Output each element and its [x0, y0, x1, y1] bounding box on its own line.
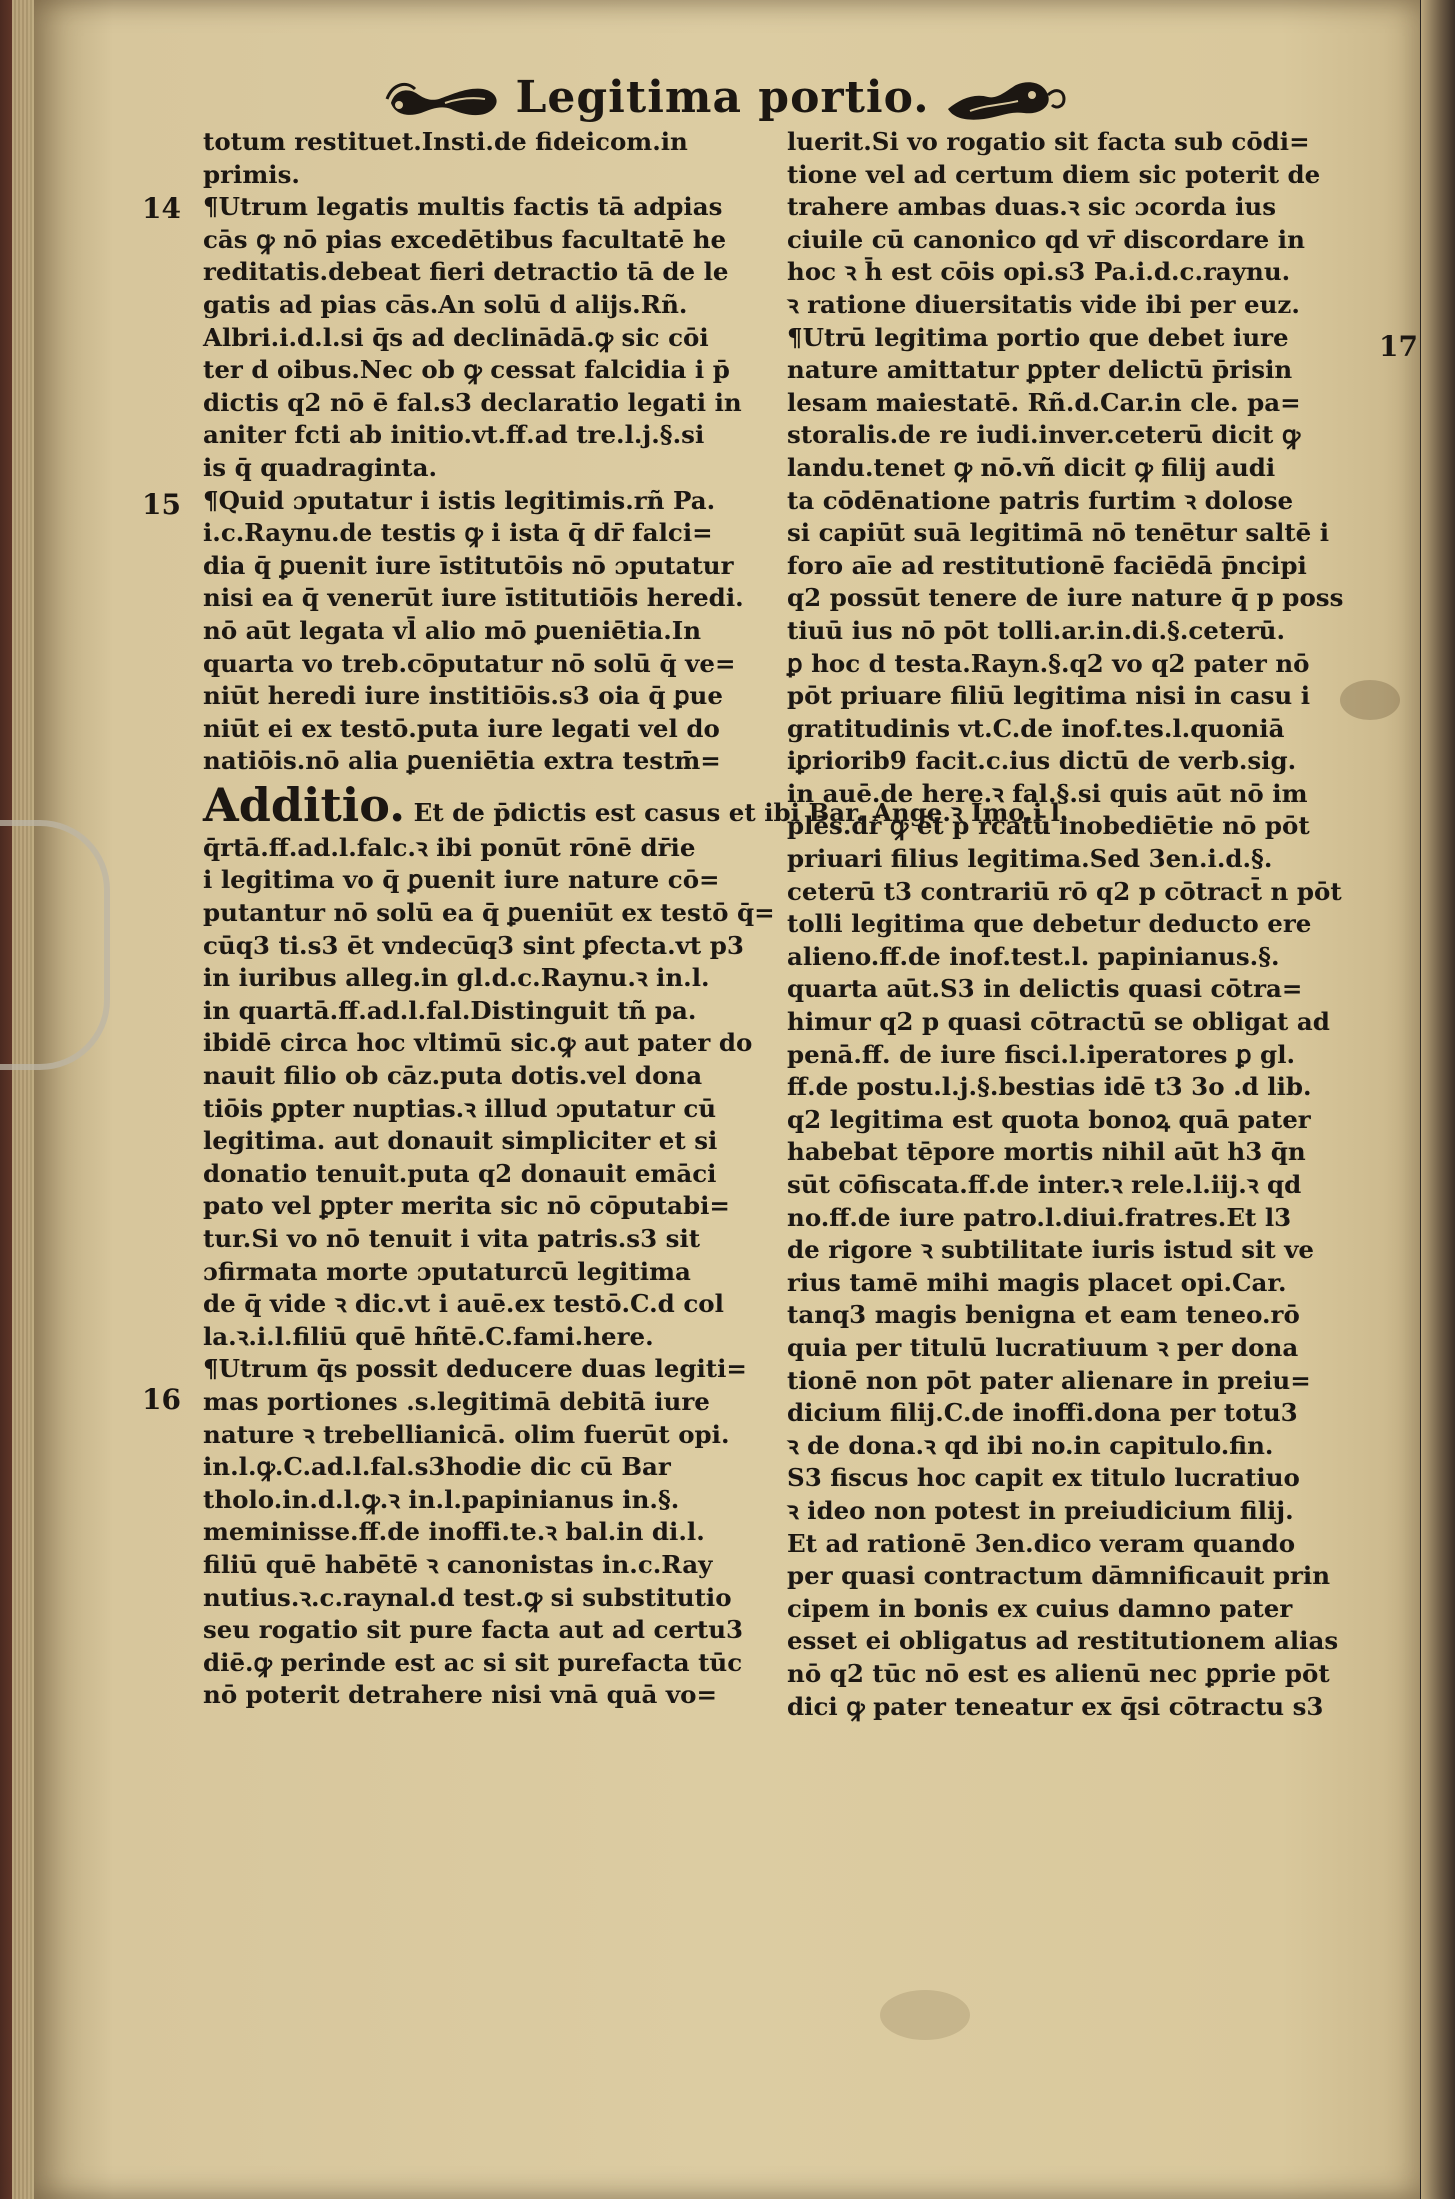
- text-line: dicium filij.C.de inoffi.dona per totu3: [787, 1398, 1298, 1428]
- text-line: legitima. aut donauit simpliciter et si: [203, 1126, 718, 1156]
- text-line: luerit.Si vo rogatio sit facta sub cōdi=: [787, 127, 1310, 156]
- text-line: dia q̄ ꝑuenit iure īstitutōis nō ɔputatur: [203, 550, 734, 580]
- text-line: storalis.de re iudi.inver.ceterū dicit ꝙ: [787, 420, 1301, 450]
- text-line: putantur nō solū ea q̄ ꝑueniūt ex testō q̄=: [203, 898, 775, 928]
- additio-heading: Additio.: [203, 777, 406, 832]
- text-line: ¶Utrum q̄s possit deducere duas legiti=: [203, 1354, 747, 1384]
- text-line: i legitima vo q̄ ꝑuenit iure nature cō=: [203, 865, 720, 895]
- text-line: tolli legitima que debetur deducto ere: [787, 909, 1312, 939]
- text-line: cās ꝙ nō pias excedētibus facultatē he: [203, 224, 727, 254]
- text-line: natiōis.nō alia ꝑueniētia extra testm̄=: [203, 746, 721, 776]
- text-line: primis.: [203, 159, 300, 189]
- text-line: tanq3 magis benigna et eam teneo.rō: [787, 1300, 1300, 1330]
- text-line: Et ad rationē 3en.dico veram quando: [787, 1528, 1296, 1558]
- text-line: ꝛ de dona.ꝛ qd ibi no.in capitulo.fin.: [787, 1430, 1274, 1460]
- text-line: alieno.ff.de inof.test.l. papinianus.§.: [787, 941, 1280, 971]
- text-line: is q̄ quadraginta.: [203, 452, 437, 482]
- text-line: meminisse.ff.de inoffi.te.ꝛ bal.in di.l.: [203, 1517, 705, 1547]
- text-line: ter d oibus.Nec ob ꝙ cessat falcidia i p̄: [203, 355, 730, 385]
- text-line: in.l.ꝙ.C.ad.l.fal.s3hodie dic cū Bar: [203, 1452, 671, 1482]
- text-line: reditatis.debeat fieri detractio tā de le: [203, 257, 729, 287]
- text-line: S3 fiscus hoc capit ex titulo lucratiuo: [787, 1463, 1300, 1493]
- text-line: niūt ei ex testō.puta iure legati vel do: [203, 713, 720, 743]
- running-head: [0, 62, 1455, 132]
- text-line: quia per titulū lucratiuum ꝛ per dona: [787, 1332, 1299, 1362]
- text-line: ta cōdēnatione patris furtim ꝛ dolose: [787, 485, 1294, 515]
- text-line: ff.de postu.l.j.§.bestias idē t3 3o .d lib.: [787, 1072, 1312, 1102]
- text-line: no.ff.de iure patro.l.diui.fratres.Et l3: [787, 1202, 1292, 1232]
- text-line: donatio tenuit.puta q2 donauit emāci: [203, 1158, 717, 1188]
- text-line: ceterū t3 contrariū rō q2 p cōtract̄ n pōt: [787, 876, 1342, 906]
- text-line: tiōis ꝑpter nuptias.ꝛ illud ɔputatur cū: [203, 1093, 717, 1123]
- text-line: de q̄ vide ꝛ dic.vt i auē.ex testō.C.d col: [203, 1289, 724, 1319]
- text-line: tionē non pōt pater alienare in preiu=: [787, 1365, 1311, 1395]
- text-line: ꝛ ideo non potest in preiudicium filij.: [787, 1495, 1294, 1525]
- fleuron-left-icon: [385, 69, 505, 125]
- text-line: nauit filio ob cāz.puta dotis.vel dona: [203, 1061, 703, 1091]
- text-line: ¶Utrū legitima portio que debet iure: [787, 322, 1289, 352]
- text-line: nō aūt legata vl̄ alio mō ꝑueniētia.In: [203, 615, 702, 645]
- text-line: q2 legitima est quota bonoꝝ quā pater: [787, 1104, 1311, 1134]
- margin-number: 16: [142, 1383, 181, 1416]
- text-line: sūt cōfiscata.ff.de inter.ꝛ rele.l.iij.ꝛ qd: [787, 1170, 1302, 1199]
- text-line: tione vel ad certum diem sic poterit de: [787, 159, 1321, 189]
- text-line: esset ei obligatus ad restitutionem alias: [787, 1626, 1339, 1656]
- text-line: diē.ꝙ perinde est ac si sit purefacta tūc: [203, 1647, 743, 1677]
- margin-number: 14: [142, 192, 181, 225]
- text-line: totum restituet.Insti.de fideicom.in: [203, 127, 688, 156]
- text-line: i.c.Raynu.de testis ꝙ i ista q̄ dr̄ falci=: [203, 518, 713, 548]
- text-line: ¶Quid ɔputatur i istis legitimis.rñ Pa.: [203, 485, 716, 515]
- text-line: ꝛ ratione diuersitatis vide ibi per euz.: [787, 289, 1300, 319]
- text-line: tholo.in.d.l.ꝙ.ꝛ in.l.papinianus in.§.: [203, 1484, 680, 1514]
- text-line: ꝑ hoc d testa.Rayn.§.q2 vo q2 pater nō: [787, 648, 1310, 678]
- text-line: q2 possūt tenere de iure nature q̄ p poss: [787, 583, 1344, 613]
- page-title: Legitima portio.: [515, 71, 930, 123]
- text-line: per quasi contractum dāmnificauit prin: [787, 1561, 1331, 1591]
- text-line: la.ꝛ.i.l.filiū quē hñtē.C.fami.here.: [203, 1321, 654, 1351]
- text-line: priuari filius legitima.Sed 3en.i.d.§.: [787, 844, 1273, 874]
- text-line: ciuile cū canonico qd vr̄ discordare in: [787, 224, 1305, 254]
- text-line: plēs.dr̄ ꝙ ēt p rcatū inobediētie nō pōt: [787, 811, 1310, 841]
- right-text-column: [787, 126, 1372, 1723]
- text-line: niūt heredi iure institiōis.s3 oia q̄ ꝑue: [203, 681, 723, 711]
- text-line: aniter fcti ab initio.vt.ff.ad tre.l.j.§.si: [203, 420, 705, 450]
- text-line: nō q2 tūc nō est es alienū nec ꝑprie pōt: [787, 1658, 1330, 1688]
- text-line: dici ꝙ pater teneatur ex q̄si cōtractu s3: [787, 1691, 1324, 1721]
- text-line: gatis ad pias cās.An solū d alijs.Rñ.: [203, 289, 688, 319]
- text-line: nō poterit detrahere nisi vnā quā vo=: [203, 1680, 718, 1710]
- page-stack: [12, 0, 34, 2199]
- text-line: cipem in bonis ex cuius damno pater: [787, 1593, 1293, 1623]
- text-line: himur q2 p quasi cōtractū se obligat ad: [787, 1007, 1330, 1037]
- text-line: iꝑriorib9 facit.c.ius dictū de verb.sig.: [787, 746, 1297, 776]
- fleuron-right-icon: [940, 69, 1070, 125]
- text-line: trahere ambas duas.ꝛ sic ɔcorda ius: [787, 192, 1277, 222]
- text-line: quarta aūt.S3 in delictis quasi cōtra=: [787, 974, 1303, 1004]
- text-line: filiū quē habētē ꝛ canonistas in.c.Ray: [203, 1549, 713, 1579]
- margin-number: 15: [142, 488, 181, 521]
- text-line: in quartā.ff.ad.l.fal.Distinguit tñ pa.: [203, 995, 697, 1025]
- page-clip: [0, 820, 110, 1070]
- text-line: ɔfirmata morte ɔputaturcū legitima: [203, 1256, 691, 1286]
- text-line: si capiūt suā legitimā nō tenētur saltē i: [787, 518, 1330, 548]
- margin-number: 17: [1379, 330, 1418, 363]
- text-line: rius tamē mihi magis placet opi.Car.: [787, 1267, 1287, 1297]
- text-line: de rigore ꝛ subtilitate iuris istud sit ve: [787, 1235, 1315, 1265]
- text-line: cūq3 ti.s3 ēt vndecūq3 sint ꝑfecta.vt p3: [203, 930, 744, 960]
- text-line: seu rogatio sit pure facta aut ad certu3: [203, 1615, 744, 1645]
- text-line: q̄rtā.ff.ad.l.falc.ꝛ ibi ponūt rōnē dr̄ie: [203, 832, 696, 862]
- text-line: dictis q2 nō ē fal.s3 declaratio legati in: [203, 387, 742, 417]
- text-line: nisi ea q̄ venerūt iure īstitutiōis heredi.: [203, 583, 744, 613]
- text-line: nature amittatur ꝑpter delictū p̄risin: [787, 355, 1293, 385]
- text-line: tiuū ius nō pōt tolli.ar.in.di.§.ceterū.: [787, 615, 1286, 645]
- text-line: in auē.de here.ꝛ fal.§.si quis aūt nō im: [787, 778, 1308, 808]
- text-line: in iuribus alleg.in gl.d.c.Raynu.ꝛ in.l.: [203, 963, 710, 993]
- text-line: pato vel ꝑpter merita sic nō cōputabi=: [203, 1191, 730, 1221]
- text-line: ¶Utrum legatis multis factis tā adpias: [203, 192, 723, 222]
- stain: [880, 1990, 970, 2040]
- text-line: ibidē circa hoc vltimū sic.ꝙ aut pater do: [203, 1028, 753, 1058]
- text-line: mas portiones .s.legitimā debitā iure: [203, 1386, 710, 1416]
- text-line: lesam maiestatē. Rñ.d.Car.in cle. pa=: [787, 387, 1301, 417]
- text-line: tur.Si vo nō tenuit i vita patris.s3 sit: [203, 1224, 701, 1253]
- text-line: foro aīe ad restitutionē faciēdā p̄ncipi: [787, 550, 1307, 580]
- text-line: landu.tenet ꝙ nō.vñ dicit ꝙ filij audi: [787, 452, 1276, 482]
- text-line: nutius.ꝛ.c.raynal.d test.ꝙ si substitutio: [203, 1582, 732, 1612]
- text-line: gratitudinis vt.C.de inof.tes.l.quoniā: [787, 713, 1285, 743]
- text-line: penā.ff. de iure fisci.l.iperatores ꝑ gl.: [787, 1039, 1296, 1069]
- book-edge-right: [1421, 0, 1455, 2199]
- additio-text: Et de p̄dictis est casus et ibi Bar. Ange.ꝛ Imo.i l.: [405, 797, 1069, 827]
- text-line: Albri.i.d.l.si q̄s ad declinādā.ꝙ sic cōi: [203, 322, 709, 352]
- text-line: pōt priuare filiū legitima nisi in casu i: [787, 681, 1311, 711]
- text-line: hoc ꝛ h̄ est cōis opi.s3 Pa.i.d.c.raynu.: [787, 257, 1291, 287]
- text-line: nature ꝛ trebellianicā. olim fuerūt opi.: [203, 1419, 730, 1449]
- text-line: habebat tēpore mortis nihil aūt h3 q̄n: [787, 1137, 1306, 1167]
- text-line: quarta vo treb.cōputatur nō solū q̄ ve=: [203, 648, 736, 678]
